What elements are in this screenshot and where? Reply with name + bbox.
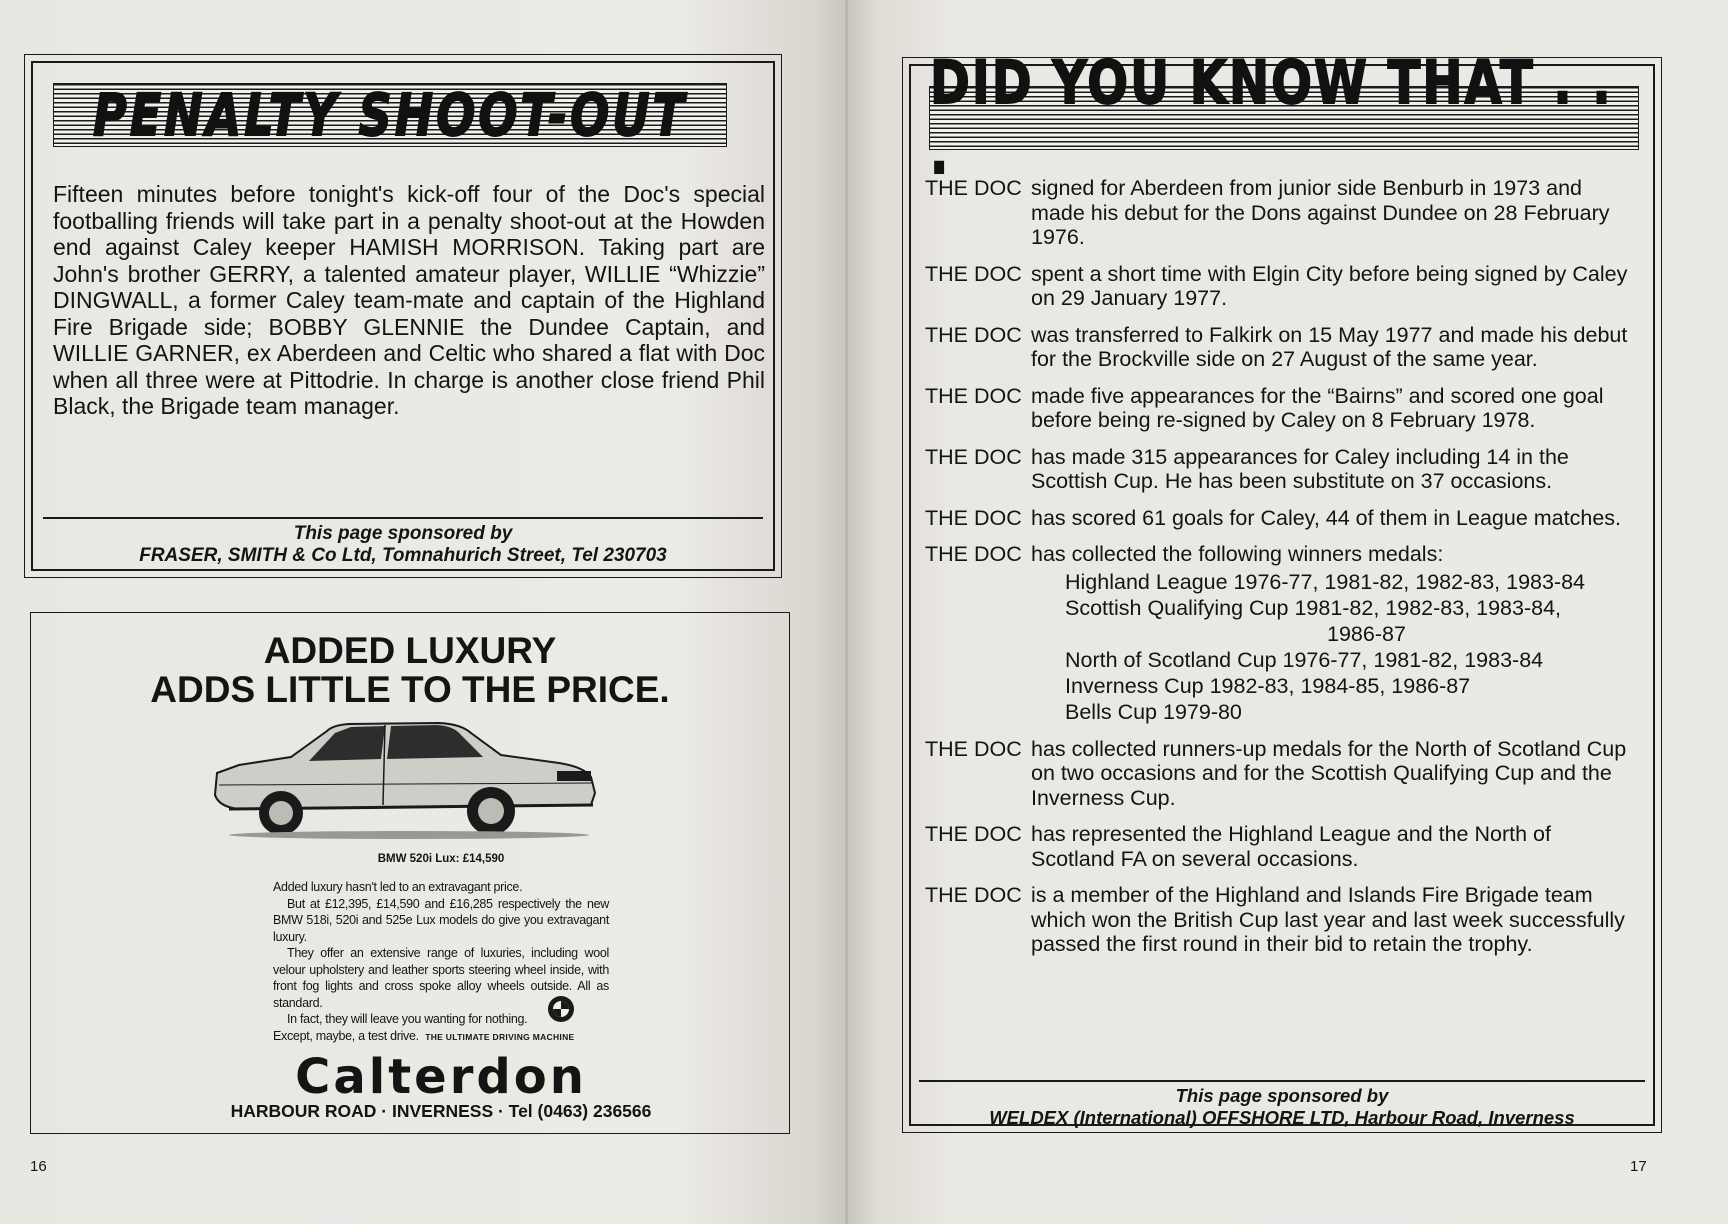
penalty-sponsor [33, 523, 773, 567]
fact-item [925, 506, 1637, 531]
medal-item: 1986-87 [1327, 621, 1406, 646]
fact-text: has collected runners-up medals for the North of Scotland Cup on two occasions and for the Scottish Qualifying Cup and the Inverness Cup. [1031, 736, 1627, 810]
bmw-roundel-icon [547, 995, 575, 1023]
did-you-know-title-banner [929, 48, 1639, 188]
medal-item: Bells Cup 1979-80 [1065, 699, 1242, 724]
fact-item [925, 384, 1637, 433]
fact-item [925, 883, 1637, 957]
sponsor-heading: This page sponsored by [293, 523, 513, 544]
advert-paragraph: But at £12,395, £14,590 and £16,285 respectively the new BMW 518i, 520i and 525e Lux models do give you extravagant luxury. [273, 896, 609, 944]
fact-item [925, 737, 1637, 811]
medal-item: Inverness Cup 1982-83, 1984-85, 1986-87 [1065, 673, 1471, 698]
fact-label: THE DOC [925, 736, 1022, 761]
fact-item [925, 445, 1637, 494]
fact-label: THE DOC [925, 822, 1022, 846]
facts-list [925, 176, 1637, 969]
page-number-left: 16 [30, 1158, 47, 1175]
bmw-car-illustration [209, 713, 619, 843]
dealer-address: HARBOUR ROAD · INVERNESS · Tel (0463) 236566 [230, 1101, 652, 1121]
sponsor-name: WELDEX (International) OFFSHORE LTD, Harbour Road, Inverness [989, 1107, 1575, 1128]
fact-label: THE DOC [925, 383, 1022, 408]
advert-paragraph: Added luxury hasn't led to an extravagant price. [273, 880, 523, 894]
fact-text: has scored 61 goals for Caley, 44 of them in League matches. [1031, 505, 1622, 530]
fact-item [925, 323, 1637, 372]
fact-item [925, 822, 1637, 871]
fact-label: THE DOC [925, 261, 1022, 286]
advert-tagline: THE ULTIMATE DRIVING MACHINE [425, 1031, 575, 1042]
fact-label: THE DOC [925, 444, 1022, 469]
right-page [848, 0, 1728, 1224]
dealer-logo: Calterdon [295, 1049, 587, 1105]
headline-line-2: ADDS LITTLE TO THE PRICE. [150, 669, 670, 710]
fact-label: THE DOC [925, 176, 1022, 200]
fact-text: signed for Aberdeen from junior side Benburb in 1973 and made his debut for the Dons against Dundee on 28 February 1976. [1031, 176, 1610, 249]
fact-item [925, 176, 1637, 250]
fact-text: is a member of the Highland and Islands Fire Brigade team which won the British Cup last year and last week successfully passed the first round in their bid to retain the trophy. [1031, 883, 1625, 956]
divider [43, 517, 763, 519]
penalty-article-text: Fifteen minutes before tonight's kick-off four of the Doc's special footballing friends will take part in a penalty shoot-out at the Howden end against Caley keeper HAMISH MORRISON. Taking part are John's brother GERRY, a talented amateur player, WILLIE “Whizzie” DINGWALL, a former Caley team-mate and captain of the Highland Fire Brigade side; BOBBY GLENNIE the Dundee Captain, and WILLIE GARNER, ex Aberdeen and Celtic who shared a flat with Doc when all three were at Pittodrie. In charge is another close friend Phil Black, the Brigade team manager. [53, 181, 765, 419]
did-you-know-title: DID YOU KNOW THAT . . . [930, 48, 1613, 188]
advert-paragraph: In fact, they will leave you wanting for nothing. [287, 1012, 528, 1026]
fact-label: THE DOC [925, 883, 1022, 907]
fact-text: made five appearances for the “Bairns” and scored one goal before being re-signed by Caley on 8 February 1978. [1031, 383, 1604, 432]
fact-label: THE DOC [925, 542, 1022, 566]
fact-item [925, 542, 1637, 725]
penalty-title: PENALTY SHOOT-OUT [92, 81, 687, 149]
fact-label: THE DOC [925, 322, 1022, 347]
penalty-title-banner [53, 83, 727, 147]
advert-paragraph: They offer an extensive range of luxuries, including wool velour upholstery and leather sports steering wheel inside, with front fog lights and cross spoke alloy wheels outside. All as standard. [273, 946, 609, 1010]
medal-item: North of Scotland Cup 1976-77, 1981-82, 1983-84 [1065, 647, 1544, 672]
fact-text: was transferred to Falkirk on 15 May 1977 and made his debut for the Brockville side on 27 August of the same year. [1031, 322, 1628, 371]
bmw-advert [30, 612, 790, 1134]
did-you-know-box [902, 48, 1662, 1133]
medal-item: Highland League 1976-77, 1981-82, 1982-83, 1983-84 [1065, 569, 1586, 594]
divider [919, 1080, 1645, 1082]
fact-text: has made 315 appearances for Caley including 14 in the Scottish Cup. He has been substitute on 37 occasions. [1031, 444, 1569, 493]
advert-headline [31, 631, 789, 709]
medals-list [1065, 569, 1637, 725]
penalty-shootout-box [24, 54, 782, 578]
sponsor-heading: This page sponsored by [1175, 1085, 1389, 1106]
fact-text: has collected the following winners medals: [1031, 542, 1444, 566]
advert-model-price: BMW 520i Lux: £14,590 [377, 853, 505, 865]
fact-item [925, 262, 1637, 311]
fact-text: has represented the Highland League and the North of Scotland FA on several occasions. [1031, 822, 1551, 871]
advert-paragraph: Except, maybe, a test drive. [273, 1028, 419, 1043]
did-you-know-sponsor [911, 1085, 1653, 1129]
headline-line-1: ADDED LUXURY [263, 630, 557, 671]
fact-text: spent a short time with Elgin City before being signed by Caley on 29 January 1977. [1031, 261, 1628, 310]
sponsor-name: FRASER, SMITH & Co Ltd, Tomnahurich Street, Tel 230703 [139, 545, 667, 566]
fact-label: THE DOC [925, 505, 1022, 530]
page-number-right: 17 [1630, 1158, 1647, 1175]
medal-item: Scottish Qualifying Cup 1981-82, 1982-83, 1983-84, [1065, 595, 1562, 620]
left-page [0, 0, 848, 1224]
